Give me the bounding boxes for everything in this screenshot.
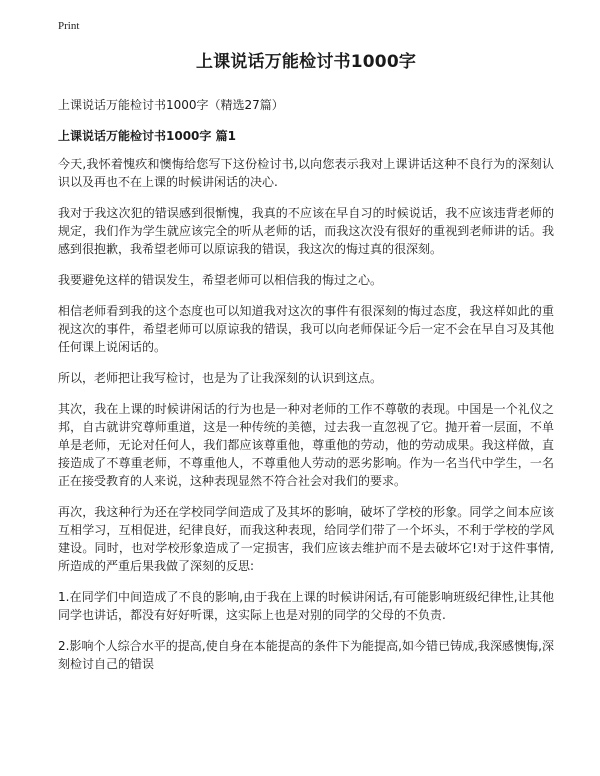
document-subtitle: 上课说话万能检讨书1000字（精选27篇）: [58, 98, 284, 112]
paragraph: 2.影响个人综合水平的提高,使自身在本能提高的条件下为能提高,如今错已铸成,我深感懊悔,深刻检讨自己的错误: [58, 639, 554, 671]
paragraph: 所以，老师把让我写检讨，也是为了让我深刻的认识到这点。: [58, 371, 383, 385]
paragraph: 其次，我在上课的时候讲闲话的行为也是一种对老师的工作不尊敬的表现。中国是一个礼仪之邦，自古就讲究尊师重道，这是一种传统的美德，过去我一直忽视了它。抛开着一层面，不单单是老师，无论对任何人，我们都应该尊重他，尊重他的劳动，他的劳动成果。我这样做，直接造成了不尊重老师，不尊重他人，不尊重他人劳动的恶劣影响。作为一名当代中学生，一名正在接受教育的人来说，这种表现显然不符合社会对我们的要求。: [58, 402, 554, 488]
paragraph: 相信老师看到我的这个态度也可以知道我对这次的事件有很深刻的悔过态度，我这样如此的重视这次的事件，希望老师可以原谅我的错误，我可以向老师保证今后一定不会在早自习及其他任何课上说闲话的。: [58, 304, 554, 354]
paragraph: 我对于我这次犯的错误感到很惭愧，我真的不应该在早自习的时候说话，我不应该违背老师的规定，我们作为学生就应该完全的听从老师的话，而我这次没有很好的重视到老师讲的话。我感到很抱歉，我希望老师可以原谅我的错误，我这次的悔过真的很深刻。: [58, 206, 554, 256]
paragraph: 再次，我这种行为还在学校同学间造成了及其坏的影响，破坏了学校的形象。同学之间本应该互相学习，互相促进，纪律良好，而我这种表现，给同学们带了一个坏头，不利于学校的学风建设。同时，也对学校形象造成了一定损害，我们应该去维护而不是去破坏它!对于这件事情,所造成的严重后果我做了深刻的反思:: [58, 505, 554, 573]
document-body: [58, 50, 554, 686]
section-heading: 上课说话万能检讨书1000字 篇1: [58, 129, 236, 143]
print-link[interactable]: Print: [58, 20, 80, 32]
paragraph: 我要避免这样的错误发生，希望老师可以相信我的悔过之心。: [58, 273, 383, 287]
page-title: 上课说话万能检讨书1000字: [195, 52, 417, 72]
paragraph: 今天,我怀着愧疚和懊悔给您写下这份检讨书,以向您表示我对上课讲话这种不良行为的深刻认识以及再也不在上课的时候讲闲话的决心.: [58, 157, 554, 189]
paragraph: 1.在同学们中间造成了不良的影响,由于我在上课的时候讲闲话,有可能影响班级纪律性,让其他同学也讲话，都没有好好听课，这实际上也是对别的同学的父母的不负责.: [58, 590, 554, 622]
